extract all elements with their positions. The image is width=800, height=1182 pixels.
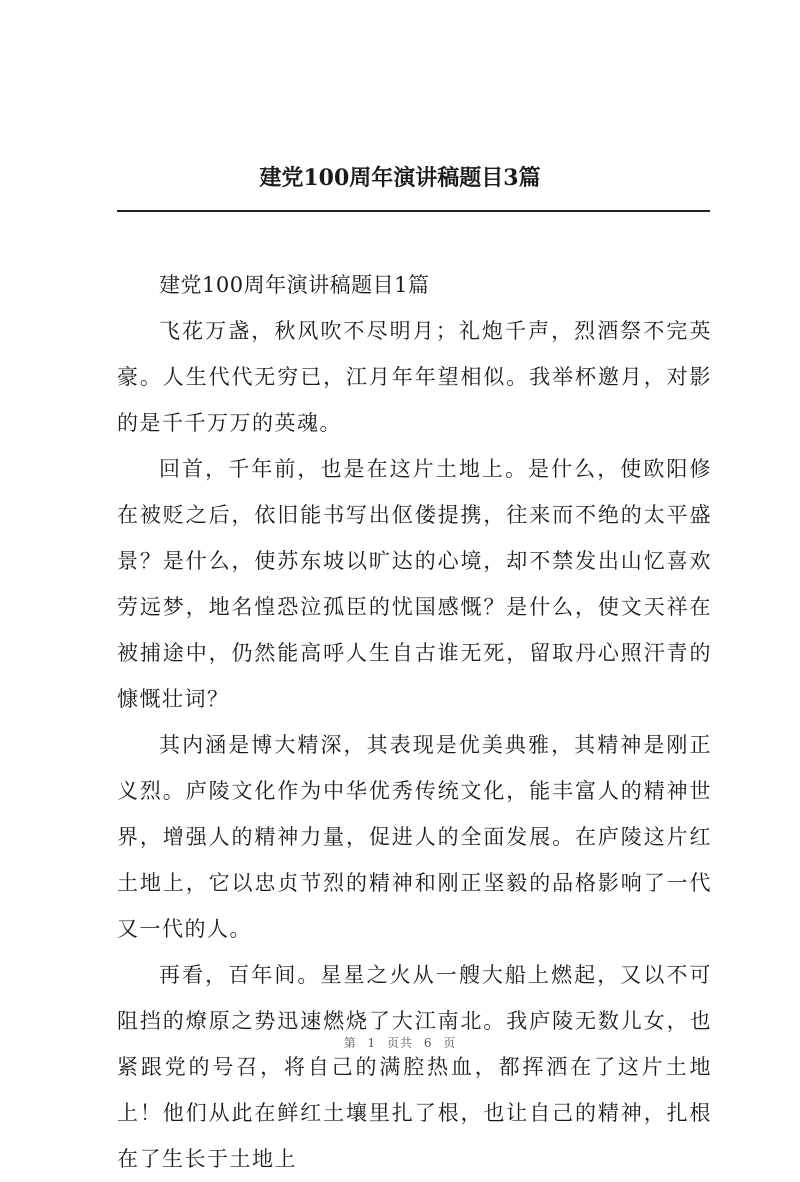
section-subtitle: 建党100周年演讲稿题目1篇 [159,273,430,297]
paragraph-2: 回首，千年前，也是在这片土地上。是什么，使欧阳修在被贬之后，依旧能书写出伛偻提携，往来而不绝的太平盛景？是什么，使苏东坡以旷达的心境，却不禁发出山忆喜欢劳远梦，地名惶恐泣孤臣的忧国感慨？是什么，使文天祥在被捕途中，仍然能高呼人生自古谁无死，留取丹心照汗青的慷慨壮词？ [117,457,712,711]
page-number-footer: 第 1 页共 6 页 [343,1036,457,1050]
paragraph-1: 飞花万盏，秋风吹不尽明月；礼炮千声，烈酒祭不完英豪。人生代代无穷已，江月年年望相似。我举杯邀月，对影的是千千万万的英魂。 [117,319,712,435]
paragraph-4: 再看，百年间。星星之火从一艘大船上燃起，又以不可阻挡的燎原之势迅速燃烧了大江南北。我庐陵无数儿女，也紧跟党的号召，将自己的满腔热血，都挥洒在了这片土地上！他们从此在鲜红土壤里扎了根，也让自己的精神，扎根在了生长于土地上 [117,963,712,1171]
paragraph-3: 其内涵是博大精深，其表现是优美典雅，其精神是刚正义烈。庐陵文化作为中华优秀传统文化，能丰富人的精神世界，增强人的精神力量，促进人的全面发展。在庐陵这片红土地上，它以忠贞节烈的精神和刚正坚毅的品格影响了一代又一代的人。 [117,733,712,941]
document-title: 建党100周年演讲稿题目3篇 [259,165,541,191]
title-divider [117,210,710,212]
